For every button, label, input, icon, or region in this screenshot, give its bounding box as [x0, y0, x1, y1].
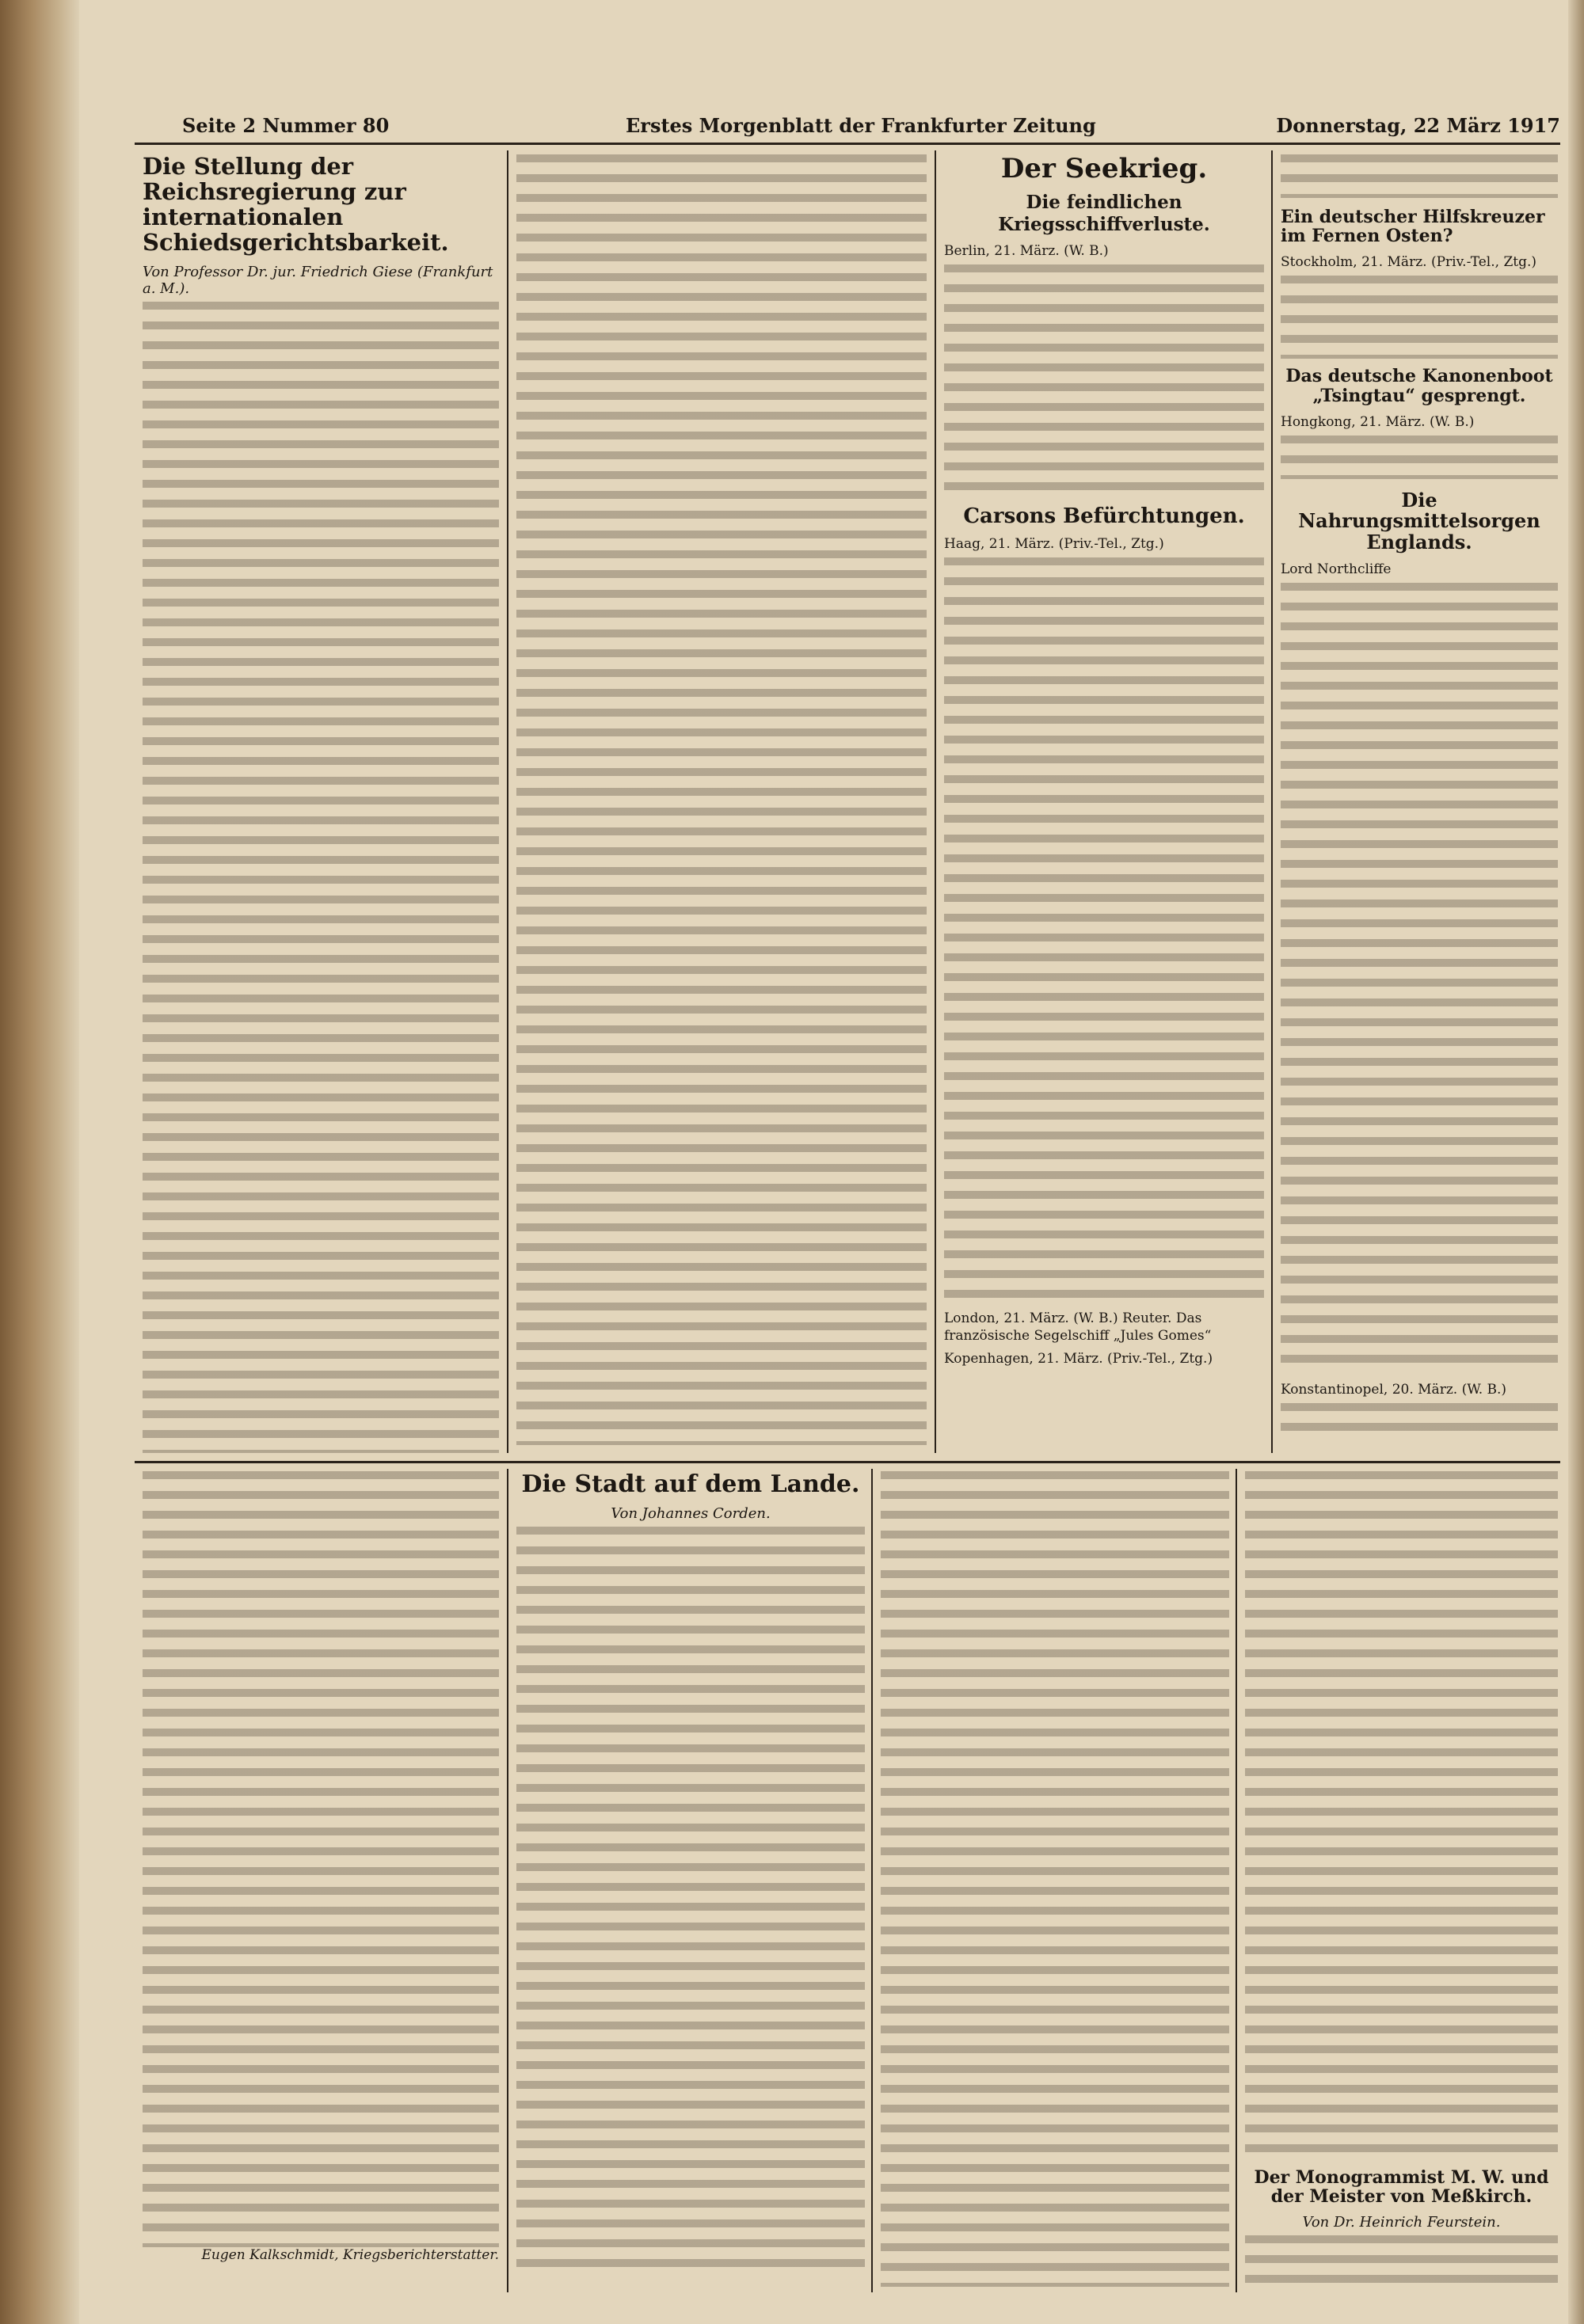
carried-over-text	[1245, 1471, 1558, 2160]
header-masthead: Erstes Morgenblatt der Frankfurter Zeitung	[626, 114, 1096, 137]
column-rule	[507, 1469, 508, 2292]
hilfskreuzer-headline: Ein deutscher Hilfskreuzer im Fernen Osten?	[1281, 207, 1545, 247]
agency-note-london: London, 21. März. (W. B.) Reuter. Das französische Segelschiff „Jules Gomes“	[944, 1310, 1212, 1345]
monogrammist-byline: Von Dr. Heinrich Feurstein.	[1302, 2214, 1501, 2231]
carried-over-text	[1281, 154, 1558, 198]
carson-headline: Carsons Befürchtungen.	[963, 504, 1245, 528]
stadt-land-byline: Von Johannes Corden.	[611, 1505, 771, 1522]
nahrung-lead: Lord Northcliffe	[1281, 561, 1392, 578]
article-body-text	[516, 154, 927, 1445]
column-seekrieg	[944, 154, 1264, 1453]
carson-body-text	[944, 557, 1264, 1302]
header-page-number: Seite 2 Nummer 80	[182, 114, 390, 137]
article-stadt-land-continued	[881, 1471, 1229, 2295]
feuilleton-continuation	[143, 1471, 499, 2295]
tsingtau-body-text	[1281, 436, 1558, 479]
hilfskreuzer-body-text	[1281, 276, 1558, 359]
nahrung-body-text	[1281, 583, 1558, 1375]
article-body-text	[143, 302, 499, 1453]
tsingtau-headline: Das deutsche Kanonenboot „Tsingtau“ gesprengt.	[1285, 366, 1553, 406]
page-header	[135, 111, 1560, 145]
article-byline: Von Professor Dr. jur. Friedrich Giese (Frankfurt a. M.).	[143, 263, 493, 297]
article-headline: Die Stellung der Reichsregierung zur internationalen Schiedsgerichtsbarkeit.	[143, 154, 449, 256]
seekrieg-headline: Der Seekrieg.	[1000, 154, 1208, 184]
monogrammist-body-text	[1245, 2235, 1558, 2283]
column-monogrammist	[1245, 1471, 1558, 2295]
carson-dateline: Haag, 21. März. (Priv.-Tel., Ztg.)	[944, 536, 1164, 553]
hilfskreuzer-dateline: Stockholm, 21. März. (Priv.-Tel., Ztg.)	[1281, 254, 1537, 271]
column-rule	[935, 150, 936, 1453]
column-rule	[871, 1469, 873, 2292]
monogrammist-headline: Der Monogrammist M. W. und der Meister von Meßkirch.	[1254, 2167, 1549, 2208]
book-binding	[0, 0, 79, 2324]
column-rule	[1236, 1469, 1237, 2292]
seekrieg-body-text	[944, 264, 1264, 494]
feuilleton-signature: Eugen Kalkschmidt, Kriegsberichterstatter.	[201, 2247, 499, 2263]
feuilleton-body-text	[143, 1471, 499, 2247]
nahrung-headline: Die Nahrungsmittelsorgen Englands.	[1298, 488, 1540, 553]
seekrieg-dateline: Berlin, 21. März. (W. B.)	[944, 242, 1109, 259]
header-date: Donnerstag, 22 März 1917	[1276, 114, 1560, 137]
tsingtau-dateline: Hongkong, 21. März. (W. B.)	[1281, 413, 1475, 430]
seekrieg-subhead: Die feindlichen Kriegsschiffverluste.	[998, 192, 1210, 235]
section-separator	[135, 1461, 1560, 1463]
agency-note-kopenhagen: Kopenhagen, 21. März. (Priv.-Tel., Ztg.)	[944, 1350, 1213, 1367]
column-rule	[507, 150, 508, 1453]
article-stadt-land	[516, 1471, 865, 2295]
article-reichsregierung	[143, 154, 499, 1453]
konstantinopel-body-text	[1281, 1403, 1558, 1439]
stadt-land-body-text	[516, 1527, 865, 2279]
column-news	[1281, 154, 1558, 1453]
stadt-land-body-text	[881, 1471, 1229, 2287]
konstantinopel-dateline: Konstantinopel, 20. März. (W. B.)	[1281, 1382, 1507, 1398]
column-rule	[1271, 150, 1273, 1453]
article-reichsregierung-continued	[516, 154, 927, 1453]
page-edge	[1568, 0, 1584, 2324]
stadt-land-headline: Die Stadt auf dem Lande.	[521, 1471, 860, 1498]
